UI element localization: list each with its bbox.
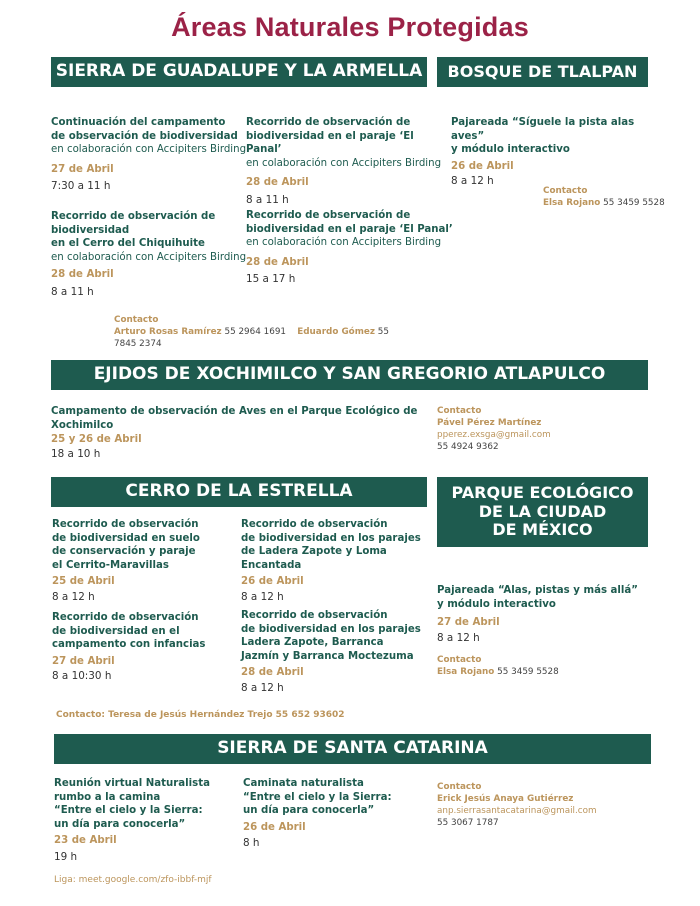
contact-label: Contacto bbox=[437, 406, 482, 416]
banner-tlalpan: BOSQUE DE TLALPAN bbox=[437, 57, 648, 87]
event-time: 8 a 10:30 h bbox=[52, 670, 112, 682]
event-guadalupe-2 bbox=[246, 116, 446, 207]
event-date: 27 de Abril bbox=[51, 163, 114, 175]
event-date: 26 de Abril bbox=[243, 821, 306, 833]
event-collab: en colaboración con Accipiters Birding bbox=[51, 251, 247, 263]
event-date: 25 y 26 de Abril bbox=[51, 434, 142, 445]
contact-label: Contacto bbox=[437, 655, 482, 665]
event-date: 26 de Abril bbox=[241, 576, 304, 587]
event-time: 7:30 a 11 h bbox=[51, 180, 111, 192]
event-title: Recorrido de observación de biodiversidad en el paraje ‘El Panal’ bbox=[246, 210, 453, 235]
event-guadalupe-3 bbox=[51, 210, 251, 299]
contact-email: pperez.exsga@gmail.com bbox=[437, 430, 551, 440]
event-estrella-1 bbox=[52, 518, 237, 604]
event-title: Campamento de observación de Aves en el Parque Ecológico de Xochimilco bbox=[51, 406, 418, 431]
contact-xochimilco bbox=[437, 405, 637, 453]
event-title: Recorrido de observación de biodiversidad en los parajes de Ladera Zapote y Loma Encantada bbox=[241, 519, 421, 571]
contact-phone: 55 3459 5528 bbox=[603, 198, 665, 208]
banner-catarina: SIERRA DE SANTA CATARINA bbox=[54, 734, 651, 764]
event-date: 28 de Abril bbox=[246, 256, 309, 268]
page-title: Áreas Naturales Protegidas bbox=[171, 12, 529, 42]
event-date: 25 de Abril bbox=[52, 576, 115, 587]
event-date: 28 de Abril bbox=[51, 269, 114, 280]
event-title: Caminata naturalista “Entre el cielo y la Sierra: un día para conocerla” bbox=[243, 778, 392, 816]
event-estrella-4 bbox=[241, 609, 431, 695]
event-title: Recorrido de observación de biodiversidad en los parajes Ladera Zapote, Barranca Jazmín y Barranca Moctezuma bbox=[241, 610, 421, 662]
contact-guadalupe bbox=[114, 314, 414, 350]
event-title: Continuación del campamento de observación de biodiversidad bbox=[51, 117, 238, 142]
event-time: 8 h bbox=[243, 837, 260, 849]
event-xochimilco-1 bbox=[51, 405, 431, 461]
event-time: 18 a 10 h bbox=[51, 447, 101, 460]
event-catarina-2 bbox=[243, 777, 433, 851]
contact-text: Contacto: Teresa de Jesús Hernández Trejo bbox=[56, 710, 273, 720]
event-title: Recorrido de observación de biodiversidad en el paraje ‘El Panal’ bbox=[246, 117, 414, 155]
event-guadalupe-4 bbox=[246, 209, 456, 287]
event-collab: en colaboración con Accipiters Birding bbox=[246, 157, 442, 169]
event-collab: en colaboración con Accipiters Birding bbox=[51, 144, 247, 155]
contact-phone: 55 4924 9362 bbox=[437, 442, 499, 452]
event-title: Pajareada “Alas, pistas y más allá” y módulo interactivo bbox=[437, 585, 638, 610]
event-date: 27 de Abril bbox=[52, 655, 115, 667]
event-title: Reunión virtual Naturalista rumbo a la camina “Entre el cielo y la Sierra: un día para conocerla” bbox=[54, 778, 210, 830]
event-title: Recorrido de observación de biodiversidad en el Cerro del Chiquihuite bbox=[51, 211, 216, 249]
event-time: 8 a 12 h bbox=[437, 631, 480, 644]
contact-catarina bbox=[437, 781, 667, 829]
event-parque-1 bbox=[437, 584, 647, 645]
event-date: 28 de Abril bbox=[246, 177, 309, 188]
event-time: 8 a 11 h bbox=[246, 193, 289, 206]
contact-name: Eduardo Gómez bbox=[297, 327, 375, 337]
banner-guadalupe: SIERRA DE GUADALUPE Y LA ARMELLA bbox=[51, 57, 427, 87]
event-date: 28 de Abril bbox=[241, 667, 304, 678]
contact-phone: 55 652 93602 bbox=[275, 710, 345, 720]
event-time: 8 a 12 h bbox=[52, 590, 95, 603]
banner-estrella: CERRO DE LA ESTRELLA bbox=[51, 477, 427, 507]
event-time: 8 a 11 h bbox=[51, 285, 94, 298]
event-catarina-1 bbox=[54, 777, 239, 864]
contact-label: Contacto bbox=[543, 186, 588, 196]
event-time: 19 h bbox=[54, 850, 78, 863]
contact-phone: 55 2964 1691 bbox=[224, 327, 287, 337]
contact-email: anp.sierrasantacatarina@gmail.com bbox=[437, 806, 597, 816]
contact-name: Arturo Rosas Ramírez bbox=[114, 327, 222, 337]
contact-parque bbox=[437, 654, 637, 678]
event-tlalpan-1 bbox=[451, 116, 651, 189]
contact-label: Contacto bbox=[114, 315, 159, 325]
contact-name: Erick Jesús Anaya Gutiérrez bbox=[437, 794, 574, 804]
contact-name: Elsa Rojano bbox=[437, 667, 495, 677]
contact-phone: 55 7845 2374 bbox=[114, 327, 389, 349]
contact-tlalpan bbox=[543, 185, 693, 209]
event-date: 26 de Abril bbox=[451, 160, 514, 172]
event-title: Recorrido de observación de biodiversidad en suelo de conservación y paraje el Cerrito-Maravillas bbox=[52, 519, 200, 571]
contact-name: Pável Pérez Martínez bbox=[437, 418, 542, 428]
event-collab: en colaboración con Accipiters Birding bbox=[246, 237, 442, 248]
event-time: 8 a 12 h bbox=[241, 590, 284, 603]
banner-xochimilco: EJIDOS DE XOCHIMILCO Y SAN GREGORIO ATLAPULCO bbox=[51, 360, 648, 390]
meeting-link[interactable]: Liga: meet.google.com/zfo-ibbf-mjf bbox=[54, 875, 212, 885]
event-time: 8 a 12 h bbox=[451, 175, 494, 187]
event-title: Recorrido de observación de biodiversidad en el campamento con infancias bbox=[52, 612, 206, 650]
event-estrella-3 bbox=[52, 611, 237, 684]
contact-phone: 55 3067 1787 bbox=[437, 818, 499, 828]
event-time: 15 a 17 h bbox=[246, 273, 296, 285]
contact-label: Contacto bbox=[437, 782, 482, 792]
contact-phone: 55 3459 5528 bbox=[497, 667, 559, 677]
banner-parque: PARQUE ECOLÓGICO DE LA CIUDAD DE MÉXICO bbox=[437, 477, 648, 547]
event-date: 23 de Abril bbox=[54, 835, 117, 846]
contact-estrella bbox=[56, 710, 345, 720]
event-date: 27 de Abril bbox=[437, 617, 500, 628]
contact-name: Elsa Rojano bbox=[543, 198, 601, 208]
event-estrella-2 bbox=[241, 518, 431, 604]
event-time: 8 a 12 h bbox=[241, 681, 284, 694]
event-title: Pajareada “Síguele la pista alas aves” y módulo interactivo bbox=[451, 117, 635, 155]
event-guadalupe-1 bbox=[51, 116, 251, 194]
